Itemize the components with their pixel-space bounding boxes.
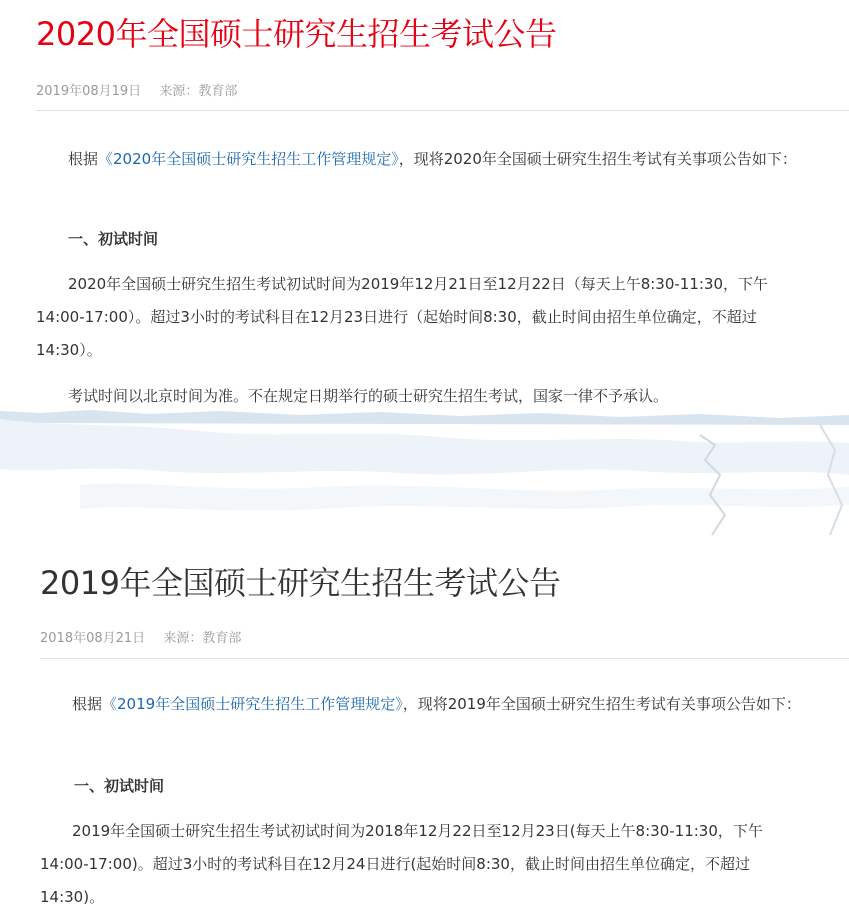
page-title: 2020年全国硕士研究生招生考试公告 bbox=[36, 15, 557, 53]
exam-time-paragraph: 2020年全国硕士研究生招生考试初试时间为2019年12月21日至12月22日（每天上午8:30-11:30，下午14:00-17:00）。超过3小时的考试科目在12月23日进行（起始时间8:30，截止时间由招生单位确定，不超过14:30）。 bbox=[36, 275, 769, 359]
source-label: 来源：教育部 bbox=[159, 84, 238, 99]
article-2019: 2019年全国硕士研究生招生考试公告 2018年08月21日 来源：教育部 根据《2019年全国硕士研究生招生工作管理规定》，现将2019年全国硕士研究生招生考试有关事项公告如下： 一、初试时间 2019年全国硕士研究生招生考试初试时间为2018年12月22日至12月23日(每天上午8:30-11:30，下午14:00-17:00)。超过3小时的考试科目在12月24日进行(起始时间8:30，截止时间由招生单位确定，不超过14:30)。 bbox=[0, 0, 849, 911]
intro-text-pre: 根据 bbox=[68, 150, 99, 168]
intro-text-post: ，现将2020年全国硕士研究生招生考试有关事项公告如下： bbox=[398, 150, 797, 168]
section-heading: 一、初试时间 bbox=[68, 230, 159, 248]
regulation-link[interactable]: 《2020年全国硕士研究生招生工作管理规定》 bbox=[98, 150, 399, 168]
beijing-time-paragraph: 考试时间以北京时间为准。不在规定日期举行的硕士研究生招生考试，国家一律不予承认。 bbox=[68, 387, 669, 405]
publish-date: 2019年08月19日 bbox=[36, 84, 142, 99]
